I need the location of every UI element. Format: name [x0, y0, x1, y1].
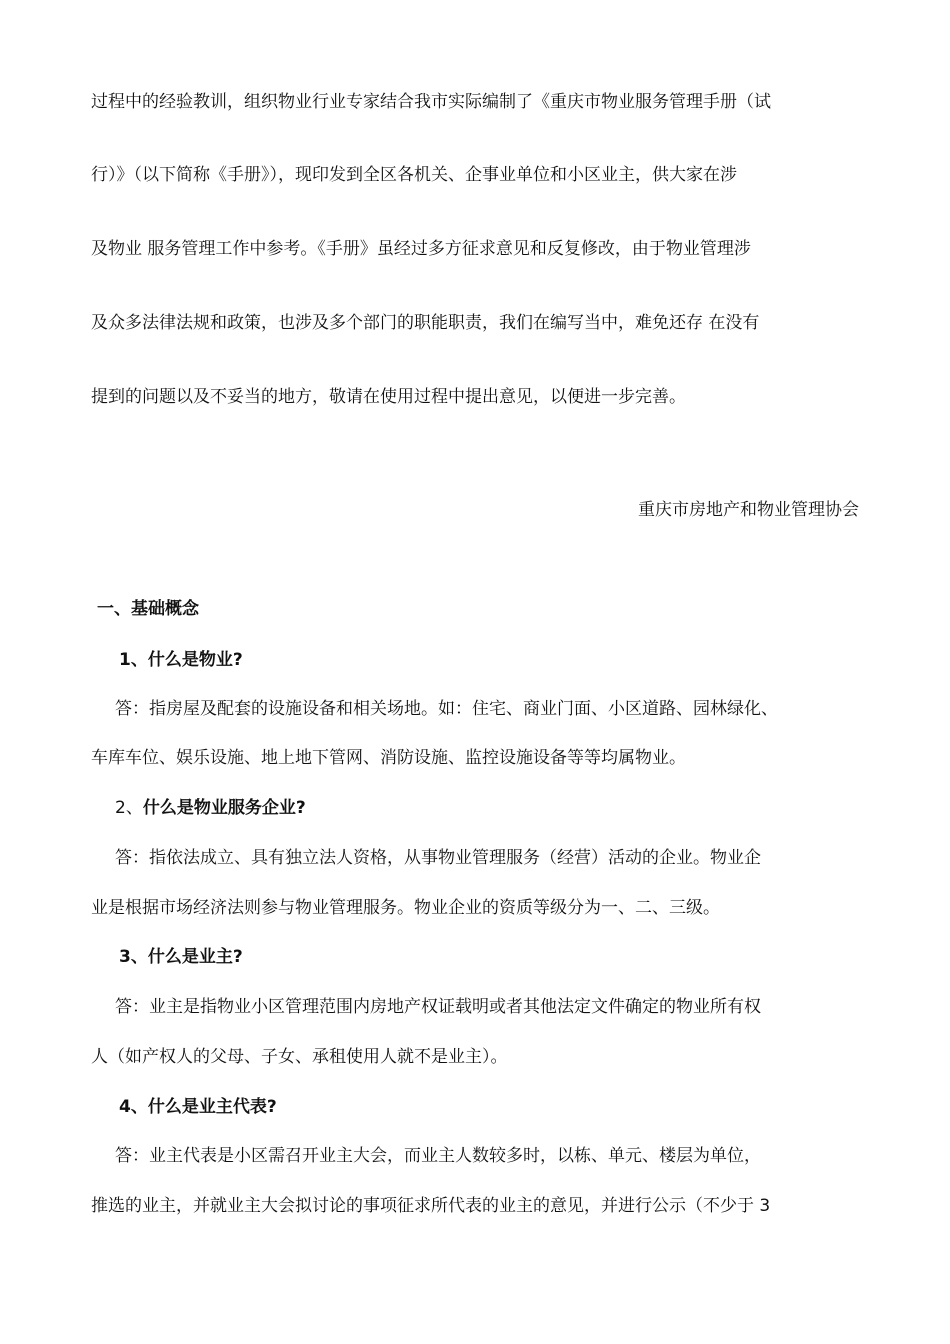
answer-1-line-2: 车库车位、娱乐设施、地上地下管网、消防设施、监控设施设备等等均属物业。 — [91, 748, 686, 768]
question-2-prefix: 2、 — [115, 798, 143, 818]
answer-1-line-1: 答：指房屋及配套的设施设备和相关场地。如：住宅、商业门面、小区道路、园林绿化、 — [115, 699, 778, 719]
signature: 重庆市房地产和物业管理协会 — [638, 500, 859, 520]
answer-4-line-1: 答：业主代表是小区需召开业主大会，而业主人数较多时，以栋、单元、楼层为单位， — [115, 1146, 761, 1166]
answer-3-line-1: 答：业主是指物业小区管理范围内房地产权证载明或者其他法定文件确定的物业所有权 — [115, 997, 761, 1017]
answer-2-line-2: 业是根据市场经济法则参与物业管理服务。物业企业的资质等级分为一、二、三级。 — [91, 898, 720, 918]
intro-line-5: 提到的问题以及不妥当的地方，敬请在使用过程中提出意见，以便进一步完善。 — [91, 387, 686, 407]
question-2 — [115, 796, 306, 820]
question-1: 1、什么是物业? — [119, 650, 243, 670]
intro-line-4: 及众多法律法规和政策，也涉及多个部门的职能职责，我们在编写当中，难免还存 在没有 — [91, 313, 760, 333]
section-heading: 一、基础概念 — [97, 599, 199, 619]
answer-4-line-2: 推选的业主，并就业主大会拟讨论的事项征求所代表的业主的意见，并进行公示（不少于 3 — [91, 1196, 771, 1216]
question-2-text: 什么是物业服务企业? — [142, 798, 306, 818]
question-4: 4、什么是业主代表? — [119, 1097, 277, 1117]
intro-line-3: 及物业 服务管理工作中参考。《手册》虽经过多方征求意见和反复修改，由于物业管理涉 — [91, 239, 751, 259]
intro-line-2: 行）》（以下简称《手册》），现印发到全区各机关、企事业单位和小区业主，供大家在涉 — [91, 165, 737, 185]
answer-3-line-2: 人（如产权人的父母、子女、承租使用人就不是业主）。 — [91, 1047, 508, 1067]
answer-2-line-1: 答：指依法成立、具有独立法人资格，从事物业管理服务（经营）活动的企业。物业企 — [115, 848, 761, 868]
question-3: 3、什么是业主? — [119, 947, 243, 967]
intro-line-1: 过程中的经验教训，组织物业行业专家结合我市实际编制了《重庆市物业服务管理手册（试 — [91, 92, 771, 112]
